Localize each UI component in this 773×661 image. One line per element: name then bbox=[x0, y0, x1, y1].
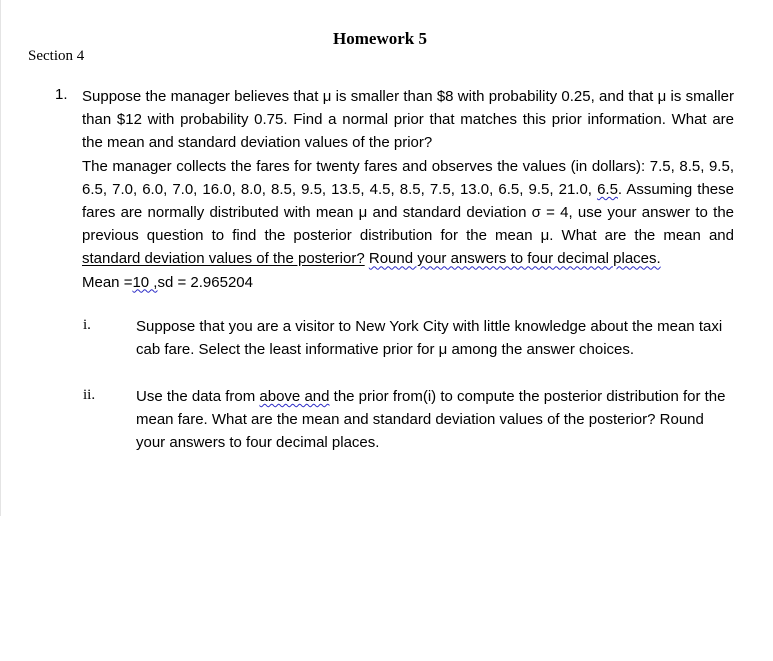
document-title: Homework 5 bbox=[333, 29, 427, 48]
data-values-text: The manager collects the fares for twenty fares and observes the values (in dollars): 7.5, 8.5, 9.5, 6.5, 7.0, 6.0, 7.0, 16.0, 8.0, 8.5, 9.5, 13.5, 4.5, 8.5, 7.5, 13.0, 6.5, 9.5, 21.0, bbox=[82, 157, 734, 198]
answer-prefix: Mean = bbox=[82, 273, 133, 291]
sub-item-label-ii: ii. bbox=[83, 387, 96, 403]
posterior-question-text: standard deviation values of the posterior? bbox=[82, 250, 365, 268]
sub-item-text-ii: Use the data from above and the prior from(i) to compute the posterior distribution for the mean fare. What are the mean and standard deviation values of the posterior? Round your answers to four decimal places. bbox=[136, 388, 726, 452]
question-number: 1. bbox=[55, 86, 68, 103]
question-body bbox=[82, 85, 734, 294]
above-and-text: above and bbox=[259, 388, 330, 405]
page-left-border bbox=[0, 0, 1, 516]
sub-item-label-i: i. bbox=[83, 317, 91, 333]
assumption-text: . Assuming these fares are normally distributed with mean μ and standard deviation σ = 4, use your answer to the previous question to find the posterior distribution for the mean μ. What are the mean and bbox=[82, 180, 734, 245]
answer-sd: sd = 2.965204 bbox=[157, 273, 253, 291]
answer-mean: 10 , bbox=[132, 273, 158, 291]
rounding-instruction: Round your answers to four decimal places. bbox=[368, 250, 661, 268]
last-data-value: 6.5 bbox=[597, 180, 618, 198]
sub-item-text-i: Suppose that you are a visitor to New York City with little knowledge about the mean taxi cab fare. Select the least informative prior for μ among the answer choices. bbox=[136, 318, 723, 359]
answer-line bbox=[82, 271, 734, 294]
question-paragraph-2 bbox=[82, 155, 734, 271]
question-paragraph-1: Suppose the manager believes that μ is smaller than $8 with probability 0.25, and that μ is smaller than $12 with probability 0.75. Find a normal prior that matches this prior information. What are the mean and standard deviation values of the prior? bbox=[82, 88, 734, 152]
section-heading: Section 4 bbox=[28, 48, 85, 64]
